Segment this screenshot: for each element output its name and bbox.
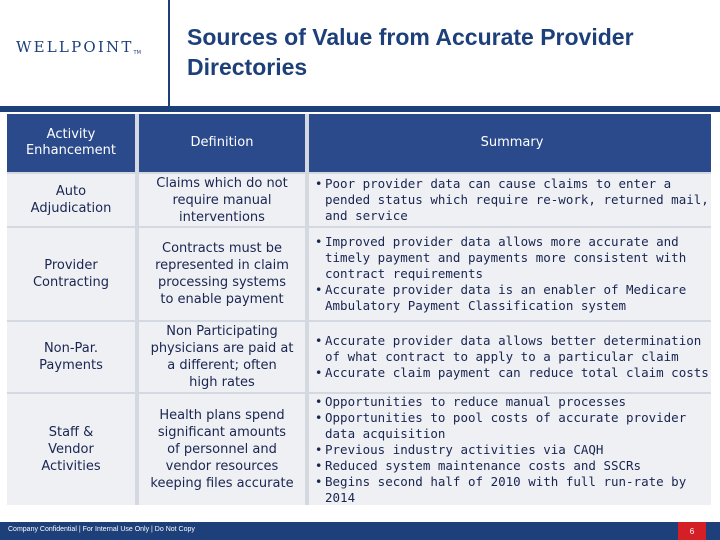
bullet-dot-icon: • (315, 333, 323, 348)
summary-cell (309, 394, 711, 505)
header-summary (309, 114, 711, 172)
summary-item (313, 474, 711, 506)
bullet-dot-icon: • (315, 234, 323, 249)
logo-area (0, 0, 168, 106)
activity-label: Auto Adjudication (30, 184, 112, 216)
definition-cell (139, 228, 305, 320)
summary-item (313, 458, 711, 474)
summary-item-text: Begins second half of 2010 with full run-rate by 2014 (325, 473, 687, 505)
summary-item (313, 176, 711, 224)
definition-cell (139, 322, 305, 392)
wellpoint-logo (16, 38, 141, 56)
value-table (7, 114, 711, 505)
bullet-dot-icon: • (315, 457, 323, 473)
activity-cell (7, 174, 135, 226)
summary-item-text: Reduced system maintenance costs and SSCRs (325, 457, 642, 473)
table-row (7, 228, 711, 320)
activity-label: Provider Contracting (32, 258, 110, 290)
slide-title-line-1: Sources of Value from Accurate Provider (187, 24, 634, 50)
definition-text: Claims which do not require manual interventions (156, 175, 288, 225)
header-activity (7, 114, 135, 172)
header-definition (139, 114, 305, 172)
summary-item-text: Opportunities to pool costs of accurate provider data acquisition (325, 409, 687, 441)
summary-item (313, 282, 711, 314)
summary-item (313, 365, 711, 381)
summary-item (313, 442, 711, 458)
definition-cell (139, 394, 305, 505)
logo-text: WELLPOINT (16, 38, 134, 56)
bullet-dot-icon: • (315, 409, 323, 425)
header-summary-label: Summary (480, 135, 544, 150)
summary-item-text: Accurate provider data allows better determination of what contract to apply to a particular claim (325, 333, 702, 364)
confidentiality-notice: Company Confidential | For Internal Use Only | Do Not Copy (8, 526, 195, 533)
activity-cell (7, 228, 135, 320)
summary-item (313, 234, 711, 282)
activity-cell (7, 394, 135, 505)
slide-title-line-2: Directories (187, 54, 308, 80)
table-header-row (7, 114, 711, 172)
summary-item-text: Accurate claim payment can reduce total claim costs (325, 365, 709, 380)
summary-list (313, 333, 711, 381)
summary-item-text: Accurate provider data is an enabler of Medicare Ambulatory Payment Classification system (325, 282, 687, 313)
summary-item (313, 394, 711, 410)
page-number: 6 (689, 526, 695, 536)
page-number-badge (678, 522, 706, 540)
summary-cell (309, 322, 711, 392)
table-row (7, 322, 711, 392)
bullet-dot-icon: • (315, 393, 323, 409)
bullet-dot-icon: • (315, 365, 323, 380)
activity-cell (7, 322, 135, 392)
summary-item (313, 410, 711, 442)
summary-list (313, 176, 711, 224)
summary-cell (309, 228, 711, 320)
activity-label: Staff & Vendor Activities (41, 425, 101, 474)
bullet-dot-icon: • (315, 441, 323, 457)
summary-item-text: Poor provider data can cause claims to enter a pended status which require re-work, returned mail, and service (325, 176, 709, 223)
definition-cell (139, 174, 305, 226)
header-activity-label: Activity Enhancement (25, 127, 117, 158)
bullet-dot-icon: • (315, 176, 323, 191)
slide-title (187, 22, 707, 82)
header-rule (0, 106, 720, 112)
definition-text: Non Participating physicians are paid at a different; often high rates (150, 324, 294, 390)
summary-cell (309, 174, 711, 226)
definition-text: Contracts must be represented in claim processing systems to enable payment (155, 241, 289, 307)
logo-trademark: TM (133, 50, 141, 56)
header-divider (168, 0, 170, 106)
bullet-dot-icon: • (315, 282, 323, 297)
summary-item-text: Improved provider data allows more accurate and timely payment and payments more consistent with contract requirements (325, 234, 687, 281)
header-definition-label: Definition (190, 135, 254, 150)
activity-label: Non-Par. Payments (39, 341, 103, 373)
summary-item (313, 333, 711, 365)
summary-item-text: Opportunities to reduce manual processes (325, 393, 627, 409)
bullet-dot-icon: • (315, 473, 323, 489)
summary-list (313, 394, 711, 506)
footer-bar (0, 522, 720, 540)
summary-item-text: Previous industry activities via CAQH (325, 441, 604, 457)
summary-list (313, 234, 711, 314)
definition-text: Health plans spend significant amounts of personnel and vendor resources keeping files accurate (150, 408, 294, 491)
table-row (7, 394, 711, 505)
table-row (7, 174, 711, 226)
